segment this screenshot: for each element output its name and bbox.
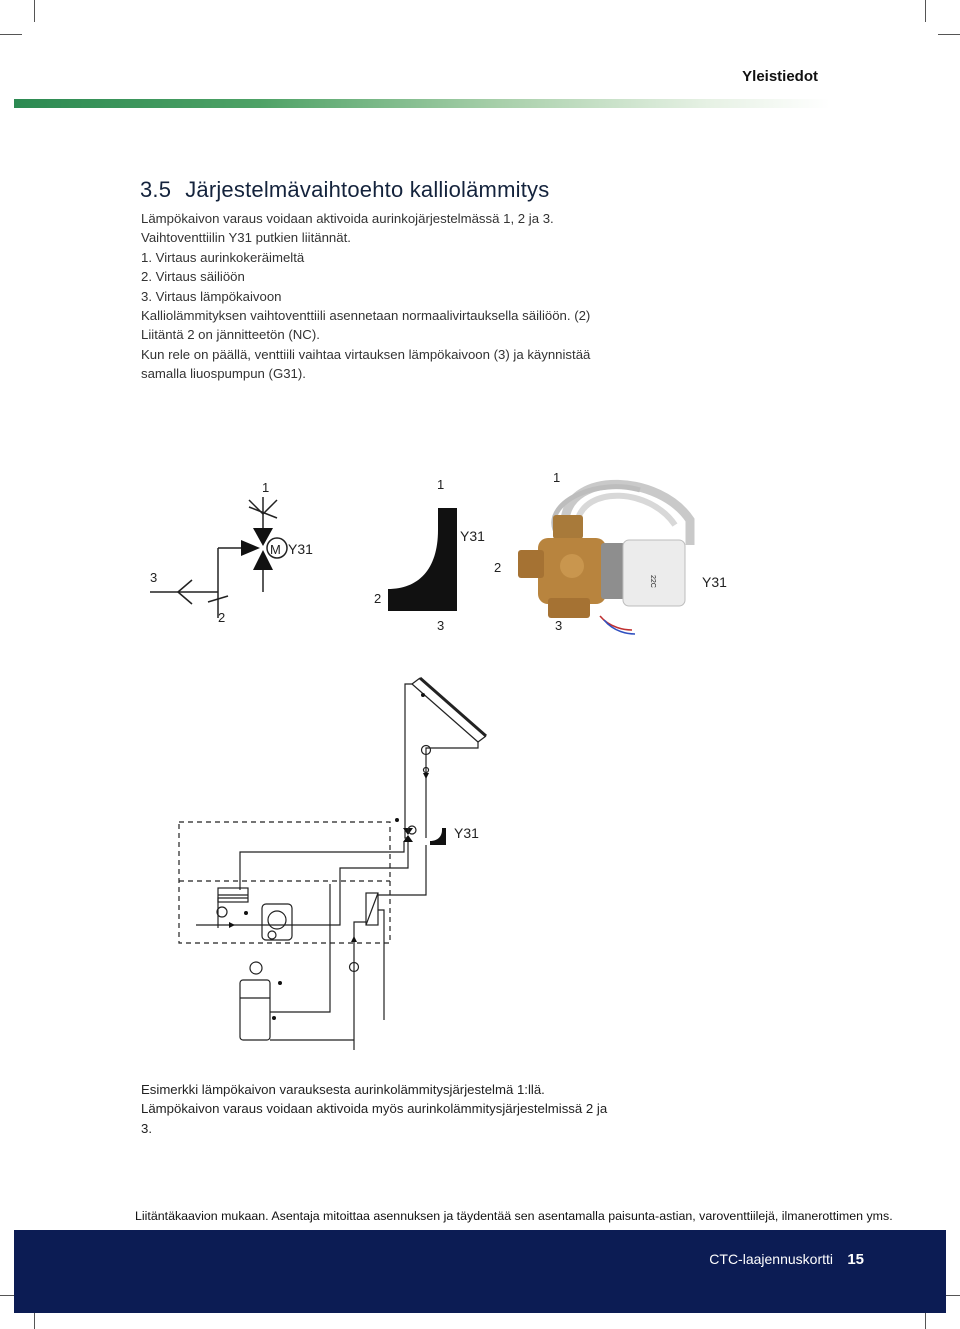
footer-bar — [14, 1230, 946, 1313]
caption-line: Lämpökaivon varaus voidaan aktivoida myös aurinkolämmitysjärjestelmissä 2 ja 3. — [141, 1101, 608, 1136]
section-title-text: Järjestelmävaihtoehto kalliolämmitys — [185, 177, 550, 202]
body-line: Kun rele on päällä, venttiili vaihtaa virtauksen lämpökaivoon (3) ja käynnistää samalla liuospumpun (G31). — [141, 346, 591, 382]
body-line: Kalliolämmityksen vaihtoventtiili asennetaan normaalivirtauksella säiliöön. (2) Liitäntä 2 on jännitteetön (NC). — [141, 308, 591, 343]
pipe-valve-label: Y31 — [460, 528, 485, 544]
symbol-port1-label: 1 — [262, 480, 270, 495]
valve-photo — [494, 470, 727, 634]
pipe-port2-label: 2 — [374, 591, 382, 606]
page-number: 15 — [847, 1251, 864, 1268]
photo-port1-label: 1 — [553, 470, 561, 485]
photo-port2-label: 2 — [494, 560, 502, 575]
body-line: Vaihtoventtiilin Y31 putkien liitännät. — [141, 230, 351, 246]
running-header: Yleistiedot — [742, 68, 818, 85]
system-schematic — [179, 678, 486, 1050]
symbol-port3-label: 3 — [150, 570, 158, 585]
section-number: 3.5 — [140, 177, 172, 202]
motor-label: M — [270, 542, 281, 557]
photo-port3-label: 3 — [555, 618, 563, 633]
footer-document-title: CTC-laajennuskortti — [709, 1251, 833, 1267]
pipe-shape — [374, 477, 485, 633]
footnote: Liitäntäkaavion mukaan. Asentaja mitoittaa asennuksen ja täydentää sen asentamalla paisunta-astian, varoventtiilejä, ilmanerottimen yms. — [135, 1209, 893, 1223]
schematic-valve-label: Y31 — [454, 825, 479, 841]
symbol-port2-label: 2 — [218, 610, 226, 625]
actuator-brand-label: 22C — [649, 575, 656, 588]
pipe-port1-label: 1 — [437, 477, 445, 492]
photo-valve-label: Y31 — [702, 574, 727, 590]
body-line: 3. Virtaus lämpökaivoon — [141, 288, 282, 304]
pipe-port3-label: 3 — [437, 618, 445, 633]
body-line: 2. Virtaus säiliöön — [141, 269, 245, 285]
caption-line: Esimerkki lämpökaivon varauksesta aurinkolämmitysjärjestelmä 1:llä. — [141, 1082, 545, 1097]
body-line: 1. Virtaus aurinkokeräimeltä — [141, 249, 305, 265]
body-line: Lämpökaivon varaus voidaan aktivoida aurinkojärjestelmässä 1, 2 ja 3. — [141, 211, 554, 226]
symbol-valve-label: Y31 — [288, 541, 313, 557]
figure-caption — [141, 1080, 611, 1138]
valve-symbol — [150, 480, 313, 625]
